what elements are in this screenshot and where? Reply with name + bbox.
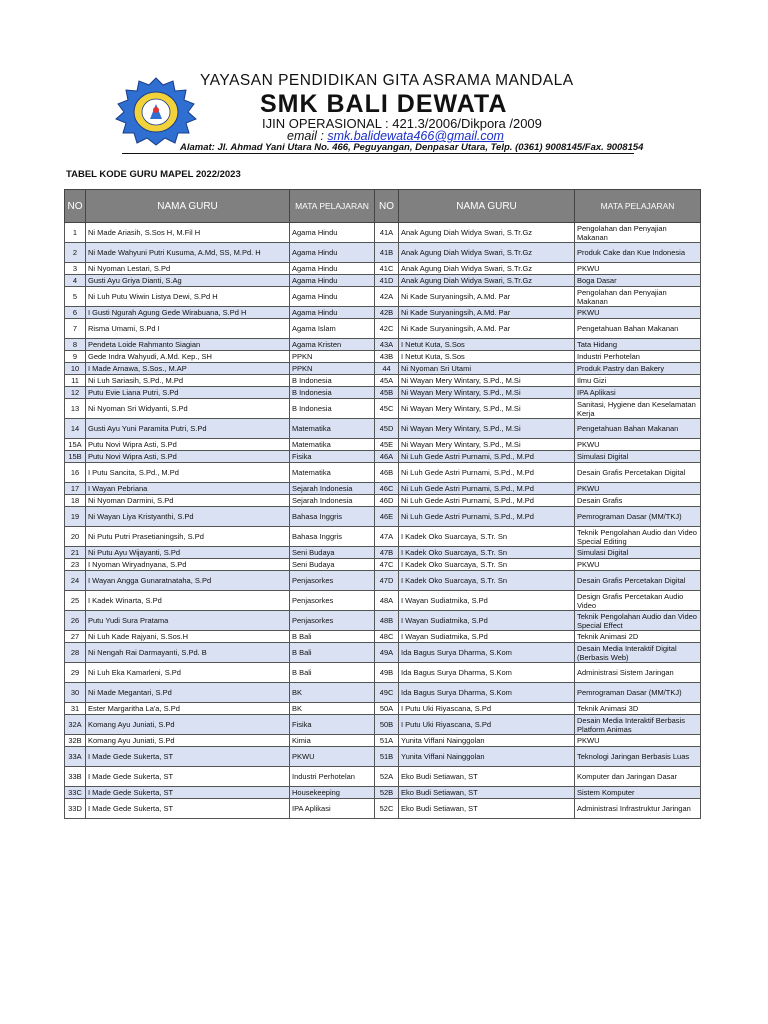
cell-nama-guru: Komang Ayu Juniati, S.Pd bbox=[86, 715, 290, 735]
cell-mata-pelajaran: Sistem Komputer bbox=[575, 787, 701, 799]
cell-nama-guru: Ida Bagus Surya Dharma, S.Kom bbox=[399, 643, 575, 663]
letterhead-divider bbox=[122, 153, 634, 154]
cell-mata-pelajaran: Bahasa Inggris bbox=[290, 507, 375, 527]
cell-no: 32B bbox=[65, 735, 86, 747]
cell-no: 20 bbox=[65, 527, 86, 547]
cell-nama-guru: I Putu Uki Riyascana, S.Pd bbox=[399, 703, 575, 715]
foundation-name: YAYASAN PENDIDIKAN GITA ASRAMA MANDALA bbox=[200, 72, 574, 89]
table-row bbox=[65, 351, 701, 363]
table-row bbox=[65, 463, 701, 483]
cell-nama-guru: Ni Kade Suryaningsih, A.Md. Par bbox=[399, 287, 575, 307]
cell-no: 45B bbox=[375, 387, 399, 399]
email-link[interactable]: smk.balidewata466@gmail.com bbox=[327, 129, 504, 143]
cell-mata-pelajaran: PKWU bbox=[575, 439, 701, 451]
cell-mata-pelajaran: IPA Aplikasi bbox=[290, 799, 375, 819]
cell-no: 19 bbox=[65, 507, 86, 527]
cell-no: 45A bbox=[375, 375, 399, 387]
cell-no: 41C bbox=[375, 263, 399, 275]
cell-nama-guru: Putu Novi Wipra Asti, S.Pd bbox=[86, 439, 290, 451]
cell-no: 5 bbox=[65, 287, 86, 307]
cell-nama-guru: I Wayan Sudiatmika, S.Pd bbox=[399, 631, 575, 643]
cell-nama-guru: I Kadek Oko Suarcaya, S.Tr. Sn bbox=[399, 559, 575, 571]
cell-mata-pelajaran: Industri Perhotelan bbox=[290, 767, 375, 787]
cell-nama-guru: Eko Budi Setiawan, ST bbox=[399, 799, 575, 819]
cell-mata-pelajaran: Pemrograman Dasar (MM/TKJ) bbox=[575, 683, 701, 703]
cell-nama-guru: Ni Wayan Liya Kristyanthi, S.Pd bbox=[86, 507, 290, 527]
cell-nama-guru: Risma Umami, S.Pd I bbox=[86, 319, 290, 339]
cell-mata-pelajaran: Teknik Pengolahan Audio dan Video Special Effect bbox=[575, 611, 701, 631]
cell-mata-pelajaran: PKWU bbox=[575, 559, 701, 571]
cell-mata-pelajaran: IPA Aplikasi bbox=[575, 387, 701, 399]
cell-nama-guru: Ni Luh Gede Astri Purnami, S.Pd., M.Pd bbox=[399, 463, 575, 483]
table-row bbox=[65, 611, 701, 631]
cell-no: 45C bbox=[375, 399, 399, 419]
cell-nama-guru: Gede Indra Wahyudi, A.Md. Kep., SH bbox=[86, 351, 290, 363]
cell-no: 46A bbox=[375, 451, 399, 463]
table-row bbox=[65, 547, 701, 559]
cell-mata-pelajaran: Penjasorkes bbox=[290, 611, 375, 631]
cell-mata-pelajaran: Teknik Animasi 2D bbox=[575, 631, 701, 643]
cell-mata-pelajaran: Agama Islam bbox=[290, 319, 375, 339]
table-row bbox=[65, 591, 701, 611]
table-row bbox=[65, 263, 701, 275]
cell-mata-pelajaran: PKWU bbox=[575, 263, 701, 275]
table-row bbox=[65, 375, 701, 387]
cell-mata-pelajaran: Administrasi Infrastruktur Jaringan bbox=[575, 799, 701, 819]
cell-nama-guru: Ni Kade Suryaningsih, A.Md. Par bbox=[399, 319, 575, 339]
cell-no: 51B bbox=[375, 747, 399, 767]
cell-mata-pelajaran: Bahasa Inggris bbox=[290, 527, 375, 547]
cell-no: 11 bbox=[65, 375, 86, 387]
cell-no: 3 bbox=[65, 263, 86, 275]
cell-no: 29 bbox=[65, 663, 86, 683]
cell-nama-guru: I Made Gede Sukerta, ST bbox=[86, 767, 290, 787]
cell-mata-pelajaran: Agama Hindu bbox=[290, 287, 375, 307]
cell-nama-guru: Ni Luh Putu Wiwin Listya Dewi, S.Pd H bbox=[86, 287, 290, 307]
table-row bbox=[65, 787, 701, 799]
cell-nama-guru: Ni Nyoman Sri Utami bbox=[399, 363, 575, 375]
cell-no: 47D bbox=[375, 571, 399, 591]
table-row bbox=[65, 287, 701, 307]
cell-nama-guru: Putu Yudi Sura Pratama bbox=[86, 611, 290, 631]
table-row bbox=[65, 339, 701, 351]
table-row bbox=[65, 275, 701, 287]
cell-nama-guru: Ida Bagus Surya Dharma, S.Kom bbox=[399, 683, 575, 703]
cell-nama-guru: Ni Luh Eka Kamarleni, S.Pd bbox=[86, 663, 290, 683]
cell-nama-guru: Yunita Viffani Nainggolan bbox=[399, 735, 575, 747]
cell-mata-pelajaran: Simulasi Digital bbox=[575, 451, 701, 463]
cell-nama-guru: Gusti Ayu Yuni Paramita Putri, S.Pd bbox=[86, 419, 290, 439]
cell-nama-guru: Eko Budi Setiawan, ST bbox=[399, 787, 575, 799]
cell-mata-pelajaran: Agama Kristen bbox=[290, 339, 375, 351]
email-label: email : bbox=[287, 129, 324, 143]
cell-nama-guru: Eko Budi Setiawan, ST bbox=[399, 767, 575, 787]
cell-nama-guru: I Netut Kuta, S.Sos bbox=[399, 351, 575, 363]
cell-no: 46D bbox=[375, 495, 399, 507]
table-row bbox=[65, 799, 701, 819]
cell-nama-guru: Ni Luh Sariasih, S.Pd., M.Pd bbox=[86, 375, 290, 387]
cell-no: 33B bbox=[65, 767, 86, 787]
cell-no: 17 bbox=[65, 483, 86, 495]
cell-no: 52C bbox=[375, 799, 399, 819]
table-row bbox=[65, 399, 701, 419]
cell-mata-pelajaran: PPKN bbox=[290, 363, 375, 375]
table-row bbox=[65, 735, 701, 747]
cell-mata-pelajaran: Komputer dan Jaringan Dasar bbox=[575, 767, 701, 787]
cell-nama-guru: Ni Made Wahyuni Putri Kusuma, A.Md, SS, M.Pd. H bbox=[86, 243, 290, 263]
school-logo-icon bbox=[113, 76, 199, 146]
cell-no: 2 bbox=[65, 243, 86, 263]
cell-nama-guru: Ni Wayan Mery Wintary, S.Pd., M.Si bbox=[399, 387, 575, 399]
cell-mata-pelajaran: Pengetahuan Bahan Makanan bbox=[575, 319, 701, 339]
cell-mata-pelajaran: Agama Hindu bbox=[290, 275, 375, 287]
cell-mata-pelajaran: Teknik Pengolahan Audio dan Video Special Editing bbox=[575, 527, 701, 547]
table-row bbox=[65, 715, 701, 735]
cell-mata-pelajaran: Seni Budaya bbox=[290, 547, 375, 559]
cell-no: 42B bbox=[375, 307, 399, 319]
cell-no: 45E bbox=[375, 439, 399, 451]
table-row bbox=[65, 387, 701, 399]
cell-no: 10 bbox=[65, 363, 86, 375]
table-row bbox=[65, 319, 701, 339]
cell-no: 46C bbox=[375, 483, 399, 495]
table-row bbox=[65, 631, 701, 643]
cell-no: 49B bbox=[375, 663, 399, 683]
cell-mata-pelajaran: Sejarah Indonesia bbox=[290, 495, 375, 507]
cell-mata-pelajaran: Matematika bbox=[290, 419, 375, 439]
cell-nama-guru: Ni Made Ariasih, S.Sos H, M.Fil H bbox=[86, 223, 290, 243]
cell-nama-guru: Ni Nyoman Lestari, S.Pd bbox=[86, 263, 290, 275]
cell-no: 23 bbox=[65, 559, 86, 571]
operating-license: IJIN OPERASIONAL : 421.3/2006/Dikpora /2009 bbox=[262, 116, 542, 131]
cell-no: 4 bbox=[65, 275, 86, 287]
cell-nama-guru: Anak Agung Diah Widya Swari, S.Tr.Gz bbox=[399, 223, 575, 243]
cell-mata-pelajaran: Agama Hindu bbox=[290, 243, 375, 263]
cell-no: 6 bbox=[65, 307, 86, 319]
table-row bbox=[65, 571, 701, 591]
table-row bbox=[65, 495, 701, 507]
table-row bbox=[65, 363, 701, 375]
cell-nama-guru: I Wayan Sudiatmika, S.Pd bbox=[399, 591, 575, 611]
cell-nama-guru: Ni Wayan Mery Wintary, S.Pd., M.Si bbox=[399, 375, 575, 387]
cell-mata-pelajaran: Simulasi Digital bbox=[575, 547, 701, 559]
cell-no: 48A bbox=[375, 591, 399, 611]
cell-no: 31 bbox=[65, 703, 86, 715]
cell-nama-guru: Anak Agung Diah Widya Swari, S.Tr.Gz bbox=[399, 275, 575, 287]
cell-mata-pelajaran: Boga Dasar bbox=[575, 275, 701, 287]
table-row bbox=[65, 703, 701, 715]
cell-nama-guru: I Wayan Pebriana bbox=[86, 483, 290, 495]
cell-nama-guru: Ni Luh Gede Astri Purnami, S.Pd., M.Pd bbox=[399, 495, 575, 507]
cell-mata-pelajaran: Teknologi Jaringan Berbasis Luas bbox=[575, 747, 701, 767]
cell-mata-pelajaran: Administrasi Sistem Jaringan bbox=[575, 663, 701, 683]
table-row bbox=[65, 663, 701, 683]
cell-no: 42C bbox=[375, 319, 399, 339]
cell-no: 28 bbox=[65, 643, 86, 663]
cell-mata-pelajaran: PKWU bbox=[575, 483, 701, 495]
cell-no: 46B bbox=[375, 463, 399, 483]
table-row bbox=[65, 767, 701, 787]
table-row bbox=[65, 507, 701, 527]
cell-no: 33C bbox=[65, 787, 86, 799]
header-no: NO bbox=[65, 190, 86, 223]
cell-no: 12 bbox=[65, 387, 86, 399]
cell-nama-guru: I Kadek Winarta, S.Pd bbox=[86, 591, 290, 611]
cell-no: 46E bbox=[375, 507, 399, 527]
cell-mata-pelajaran: Pemrograman Dasar (MM/TKJ) bbox=[575, 507, 701, 527]
cell-no: 44 bbox=[375, 363, 399, 375]
header-mata-pelajaran: MATA PELAJARAN bbox=[290, 190, 375, 223]
header-nama-guru: NAMA GURU bbox=[86, 190, 290, 223]
cell-no: 14 bbox=[65, 419, 86, 439]
cell-no: 32A bbox=[65, 715, 86, 735]
cell-no: 26 bbox=[65, 611, 86, 631]
cell-mata-pelajaran: Produk Cake dan Kue Indonesia bbox=[575, 243, 701, 263]
table-row bbox=[65, 527, 701, 547]
cell-mata-pelajaran: Industri Perhotelan bbox=[575, 351, 701, 363]
cell-no: 50B bbox=[375, 715, 399, 735]
cell-mata-pelajaran: Pengetahuan Bahan Makanan bbox=[575, 419, 701, 439]
cell-no: 50A bbox=[375, 703, 399, 715]
cell-mata-pelajaran: BK bbox=[290, 683, 375, 703]
table-row bbox=[65, 559, 701, 571]
cell-mata-pelajaran: Desain Grafis bbox=[575, 495, 701, 507]
cell-nama-guru: Putu Evie Liana Putri, S.Pd bbox=[86, 387, 290, 399]
cell-mata-pelajaran: B Bali bbox=[290, 631, 375, 643]
cell-mata-pelajaran: Produk Pastry dan Bakery bbox=[575, 363, 701, 375]
cell-nama-guru: Ida Bagus Surya Dharma, S.Kom bbox=[399, 663, 575, 683]
cell-mata-pelajaran: Housekeeping bbox=[290, 787, 375, 799]
cell-no: 43A bbox=[375, 339, 399, 351]
cell-nama-guru: I Netut Kuta, S.Sos bbox=[399, 339, 575, 351]
cell-no: 1 bbox=[65, 223, 86, 243]
cell-no: 49C bbox=[375, 683, 399, 703]
cell-nama-guru: I Nyoman Wiryadnyana, S.Pd bbox=[86, 559, 290, 571]
cell-mata-pelajaran: BK bbox=[290, 703, 375, 715]
cell-no: 47C bbox=[375, 559, 399, 571]
cell-mata-pelajaran: Desain Media Interaktif Berbasis Platform Animas bbox=[575, 715, 701, 735]
cell-mata-pelajaran: Desain Grafis Percetakan Digital bbox=[575, 463, 701, 483]
cell-no: 24 bbox=[65, 571, 86, 591]
cell-nama-guru: I Putu Uki Riyascana, S.Pd bbox=[399, 715, 575, 735]
cell-mata-pelajaran: Agama Hindu bbox=[290, 307, 375, 319]
cell-no: 47B bbox=[375, 547, 399, 559]
cell-no: 25 bbox=[65, 591, 86, 611]
cell-nama-guru: I Putu Sancita, S.Pd., M.Pd bbox=[86, 463, 290, 483]
cell-nama-guru: Yunita Viffani Nainggolan bbox=[399, 747, 575, 767]
cell-nama-guru: Ni Nyoman Sri Widyanti, S.Pd bbox=[86, 399, 290, 419]
table-row bbox=[65, 483, 701, 495]
cell-mata-pelajaran: Desain Media Interaktif Digital (Berbasis Web) bbox=[575, 643, 701, 663]
table-row bbox=[65, 307, 701, 319]
cell-nama-guru: Anak Agung Diah Widya Swari, S.Tr.Gz bbox=[399, 243, 575, 263]
cell-mata-pelajaran: Agama Hindu bbox=[290, 263, 375, 275]
cell-no: 41D bbox=[375, 275, 399, 287]
cell-mata-pelajaran: PKWU bbox=[575, 307, 701, 319]
cell-mata-pelajaran: Sejarah Indonesia bbox=[290, 483, 375, 495]
table-row bbox=[65, 683, 701, 703]
cell-no: 16 bbox=[65, 463, 86, 483]
cell-nama-guru: I Made Arnawa, S.Sos., M.AP bbox=[86, 363, 290, 375]
header-nama-guru: NAMA GURU bbox=[399, 190, 575, 223]
cell-mata-pelajaran: B Indonesia bbox=[290, 399, 375, 419]
cell-mata-pelajaran: Design Grafis Percetakan Audio Video bbox=[575, 591, 701, 611]
header-no: NO bbox=[375, 190, 399, 223]
cell-nama-guru: I Gusti Ngurah Agung Gede Wirabuana, S.Pd H bbox=[86, 307, 290, 319]
cell-mata-pelajaran: PPKN bbox=[290, 351, 375, 363]
cell-nama-guru: Ni Kade Suryaningsih, A.Md. Par bbox=[399, 307, 575, 319]
cell-no: 52B bbox=[375, 787, 399, 799]
cell-nama-guru: Ni Luh Gede Astri Purnami, S.Pd., M.Pd bbox=[399, 451, 575, 463]
cell-mata-pelajaran: B Bali bbox=[290, 643, 375, 663]
cell-no: 51A bbox=[375, 735, 399, 747]
cell-no: 49A bbox=[375, 643, 399, 663]
cell-mata-pelajaran: Fisika bbox=[290, 451, 375, 463]
table-row bbox=[65, 419, 701, 439]
table-row bbox=[65, 439, 701, 451]
cell-no: 9 bbox=[65, 351, 86, 363]
cell-no: 45D bbox=[375, 419, 399, 439]
cell-mata-pelajaran: Fisika bbox=[290, 715, 375, 735]
cell-mata-pelajaran: Seni Budaya bbox=[290, 559, 375, 571]
cell-mata-pelajaran: Kimia bbox=[290, 735, 375, 747]
cell-nama-guru: Ni Wayan Mery Wintary, S.Pd., M.Si bbox=[399, 399, 575, 419]
cell-mata-pelajaran: Agama Hindu bbox=[290, 223, 375, 243]
address-line: Alamat: Jl. Ahmad Yani Utara No. 466, Peguyangan, Denpasar Utara, Telp. (0361) 9008145/Fax. 9008154 bbox=[180, 142, 644, 153]
cell-nama-guru: Ni Made Megantari, S.Pd bbox=[86, 683, 290, 703]
table-row bbox=[65, 243, 701, 263]
cell-mata-pelajaran: Penjasorkes bbox=[290, 591, 375, 611]
cell-no: 43B bbox=[375, 351, 399, 363]
cell-no: 7 bbox=[65, 319, 86, 339]
school-name: SMK BALI DEWATA bbox=[260, 90, 508, 118]
cell-no: 15A bbox=[65, 439, 86, 451]
cell-no: 30 bbox=[65, 683, 86, 703]
cell-nama-guru: Ni Putu Ayu Wijayanti, S.Pd bbox=[86, 547, 290, 559]
cell-mata-pelajaran: B Indonesia bbox=[290, 375, 375, 387]
cell-nama-guru: I Made Gede Sukerta, ST bbox=[86, 747, 290, 767]
cell-no: 48C bbox=[375, 631, 399, 643]
cell-no: 18 bbox=[65, 495, 86, 507]
document-title: TABEL KODE GURU MAPEL 2022/2023 bbox=[66, 169, 241, 180]
cell-mata-pelajaran: B Bali bbox=[290, 663, 375, 683]
table-header-row bbox=[65, 190, 701, 223]
cell-nama-guru: Ester Margaritha La'a, S.Pd bbox=[86, 703, 290, 715]
cell-mata-pelajaran: Matematika bbox=[290, 463, 375, 483]
cell-mata-pelajaran: Pengolahan dan Penyajian Makanan bbox=[575, 223, 701, 243]
cell-nama-guru: I Made Gede Sukerta, ST bbox=[86, 799, 290, 819]
cell-nama-guru: Ni Luh Kade Rajyani, S.Sos.H bbox=[86, 631, 290, 643]
cell-nama-guru: Ni Luh Gede Astri Purnami, S.Pd., M.Pd bbox=[399, 483, 575, 495]
cell-no: 42A bbox=[375, 287, 399, 307]
cell-nama-guru: Ni Nyoman Darmini, S.Pd bbox=[86, 495, 290, 507]
cell-nama-guru: I Wayan Angga Gunaratnataha, S.Pd bbox=[86, 571, 290, 591]
cell-nama-guru: Ni Luh Gede Astri Purnami, S.Pd., M.Pd bbox=[399, 507, 575, 527]
cell-no: 15B bbox=[65, 451, 86, 463]
cell-nama-guru: Gusti Ayu Griya Dianti, S.Ag bbox=[86, 275, 290, 287]
cell-no: 33D bbox=[65, 799, 86, 819]
cell-nama-guru: Komang Ayu Juniati, S.Pd bbox=[86, 735, 290, 747]
cell-no: 8 bbox=[65, 339, 86, 351]
cell-nama-guru: Pendeta Loide Rahmanto Siagian bbox=[86, 339, 290, 351]
cell-no: 48B bbox=[375, 611, 399, 631]
cell-nama-guru: Ni Nengah Rai Darmayanti, S.Pd. B bbox=[86, 643, 290, 663]
cell-mata-pelajaran: Teknik Animasi 3D bbox=[575, 703, 701, 715]
cell-mata-pelajaran: PKWU bbox=[290, 747, 375, 767]
cell-nama-guru: I Kadek Oko Suarcaya, S.Tr. Sn bbox=[399, 571, 575, 591]
table-row bbox=[65, 747, 701, 767]
cell-nama-guru: I Kadek Oko Suarcaya, S.Tr. Sn bbox=[399, 547, 575, 559]
cell-mata-pelajaran: Sanitasi, Hygiene dan Keselamatan Kerja bbox=[575, 399, 701, 419]
cell-nama-guru: Ni Wayan Mery Wintary, S.Pd., M.Si bbox=[399, 419, 575, 439]
cell-nama-guru: Anak Agung Diah Widya Swari, S.Tr.Gz bbox=[399, 263, 575, 275]
cell-no: 41B bbox=[375, 243, 399, 263]
cell-no: 52A bbox=[375, 767, 399, 787]
header-mata-pelajaran: MATA PELAJARAN bbox=[575, 190, 701, 223]
email-line bbox=[287, 129, 504, 143]
table-row bbox=[65, 223, 701, 243]
letterhead bbox=[0, 0, 768, 160]
cell-no: 13 bbox=[65, 399, 86, 419]
cell-nama-guru: Ni Wayan Mery Wintary, S.Pd., M.Si bbox=[399, 439, 575, 451]
cell-mata-pelajaran: Penjasorkes bbox=[290, 571, 375, 591]
cell-nama-guru: Ni Putu Putri Prasetianingsih, S.Pd bbox=[86, 527, 290, 547]
cell-no: 21 bbox=[65, 547, 86, 559]
cell-nama-guru: Putu Novi Wipra Asti, S.Pd bbox=[86, 451, 290, 463]
cell-no: 41A bbox=[375, 223, 399, 243]
cell-mata-pelajaran: Desain Grafis Percetakan Digital bbox=[575, 571, 701, 591]
cell-nama-guru: I Made Gede Sukerta, ST bbox=[86, 787, 290, 799]
cell-mata-pelajaran: Tata Hidang bbox=[575, 339, 701, 351]
cell-mata-pelajaran: Pengolahan dan Penyajian Makanan bbox=[575, 287, 701, 307]
table-row bbox=[65, 451, 701, 463]
cell-mata-pelajaran: Ilmu Gizi bbox=[575, 375, 701, 387]
cell-mata-pelajaran: Matematika bbox=[290, 439, 375, 451]
cell-no: 27 bbox=[65, 631, 86, 643]
cell-mata-pelajaran: B Indonesia bbox=[290, 387, 375, 399]
cell-nama-guru: I Wayan Sudiatmika, S.Pd bbox=[399, 611, 575, 631]
table-row bbox=[65, 643, 701, 663]
teacher-code-table bbox=[64, 189, 701, 819]
cell-mata-pelajaran: PKWU bbox=[575, 735, 701, 747]
cell-no: 33A bbox=[65, 747, 86, 767]
cell-nama-guru: I Kadek Oko Suarcaya, S.Tr. Sn bbox=[399, 527, 575, 547]
cell-no: 47A bbox=[375, 527, 399, 547]
